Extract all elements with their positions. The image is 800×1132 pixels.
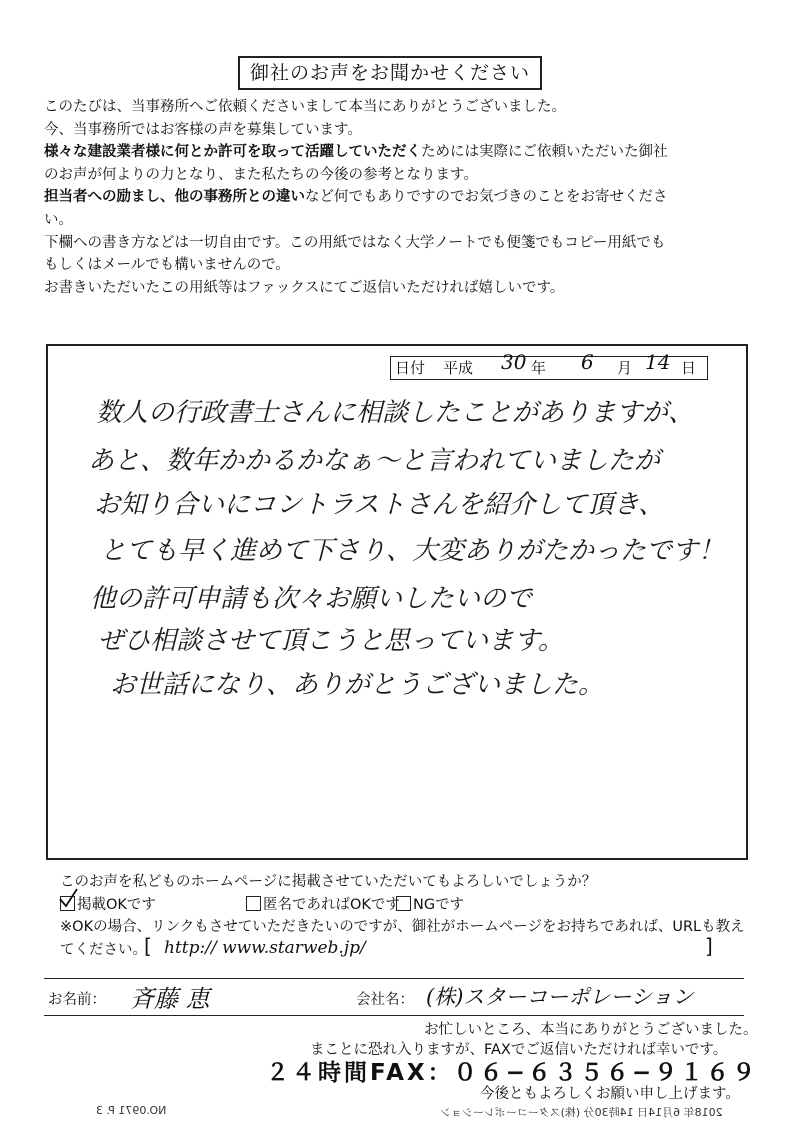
intro-bold: 様々な建設業者様に何とか許可を取って活躍していただく (44, 144, 421, 161)
comment-line: あと、数年かかるかなぁ〜と言われていましたが (88, 446, 661, 476)
comment-line: お知り合いにコントラストさんを紹介して頂き、 (94, 490, 665, 520)
fax-number: ２４時間FAX：０６−６３５６−９１６９ (266, 1060, 759, 1086)
intro-line (44, 186, 764, 209)
intro-line: い。 (44, 211, 73, 228)
comment-line: お世話になり、ありがとうございました。 (110, 670, 605, 700)
check-mark-icon (57, 887, 79, 909)
checkbox-checked-icon[interactable] (60, 896, 75, 911)
page-title: 御社のお声をお聞かせください (238, 56, 542, 90)
url-bracket-close: ] (705, 934, 713, 958)
comment-line: ぜひ相談させて頂こうと思っています。 (98, 626, 564, 656)
intro-line: 下欄への書き方などは一切自由です。この用紙ではなく大学ノートでも便箋でもコピー用紙でも (44, 234, 666, 251)
date-day-unit: 日 (681, 359, 697, 377)
intro-rest: ためには実際にご依頼いただいた御社 (421, 144, 668, 161)
checkbox-icon[interactable] (396, 896, 411, 911)
intro-line: もしくはメールでも構いませんので。 (44, 257, 290, 274)
signature-row (44, 978, 744, 1016)
date-month-unit: 月 (617, 359, 633, 377)
date-field (390, 350, 708, 380)
option-ok-label: 掲載OKです (77, 897, 156, 913)
checkbox-icon[interactable] (246, 896, 261, 911)
option-ok[interactable] (60, 893, 156, 914)
footer-thanks: お忙しいところ、本当にありがとうございました。 (424, 1022, 758, 1038)
fax-header-page-text: NO.0971 P. 3 (96, 1104, 167, 1117)
intro-line: お書きいただいたこの用紙等はファックスにてご返信いただければ嬉しいです。 (44, 279, 565, 296)
link-note (60, 916, 750, 965)
intro-text (44, 96, 764, 299)
company-value[interactable]: (株)スターコーポレーション (426, 985, 694, 1009)
date-year-unit: 年 (531, 359, 547, 377)
date-month: 6 (581, 350, 594, 374)
option-ng[interactable] (396, 893, 464, 914)
comment-line: 数人の行政書士さんに相談したことがありますが、 (96, 398, 695, 428)
comment-line: とても早く進めて下さり、大変ありがたかったです！ (100, 536, 725, 566)
link-note-line2: てください。 (60, 942, 147, 958)
option-ng-label: NGです (413, 897, 465, 913)
date-label: 日付 (395, 359, 426, 377)
comment-line: 他の許可申請も次々お願いしたいので (90, 584, 533, 614)
fax-header-page (96, 1104, 166, 1117)
footer-closing: 今後ともよろしくお願い申し上げます。 (480, 1086, 740, 1102)
date-era: 平成 (443, 359, 474, 377)
date-day: 14 (645, 350, 671, 374)
link-note-line: ※OKの場合、リンクもさせていただきたいのですが、御社がホームページをお持ちであれば、URLも教え (60, 919, 745, 935)
option-anonymous[interactable] (246, 893, 400, 914)
intro-bold: 担当者への励まし、他の事務所との違い (44, 189, 305, 206)
fax-header-sender-text: 2018年 6月14日 14時30分 (株)スターコーポレーション (440, 1106, 723, 1119)
consent-question: このお声を私どものホームページに掲載させていただいてもよろしいでしょうか？ (60, 874, 597, 890)
intro-line: このたびは、当事務所へご依頼くださいまして本当にありがとうございました。 (44, 99, 566, 115)
company-label: 会社名： (356, 992, 414, 1008)
intro-line: のお声が何よりの力となり、また私たちの今後の参考となります。 (44, 166, 478, 183)
date-year: 30 (501, 350, 527, 374)
fax-header-sender (440, 1104, 723, 1120)
footer-apology: まことに恐れ入りますが、FAXでご返信いただければ幸いです。 (310, 1042, 728, 1058)
name-value[interactable]: 斉藤 恵 (130, 985, 210, 1013)
option-anonymous-label: 匿名であればOKです (263, 897, 400, 913)
url-bracket-open: [ (144, 934, 152, 958)
intro-line (44, 141, 764, 164)
url-field[interactable]: http:// www.starweb.jp/ (164, 938, 366, 958)
link-note-line (60, 934, 750, 965)
name-label: お名前： (48, 992, 106, 1008)
intro-rest: など何でもありですのでお気づきのことをお寄せくださ (305, 189, 668, 206)
intro-line: 今、当事務所ではお客様の声を募集しています。 (44, 121, 362, 138)
